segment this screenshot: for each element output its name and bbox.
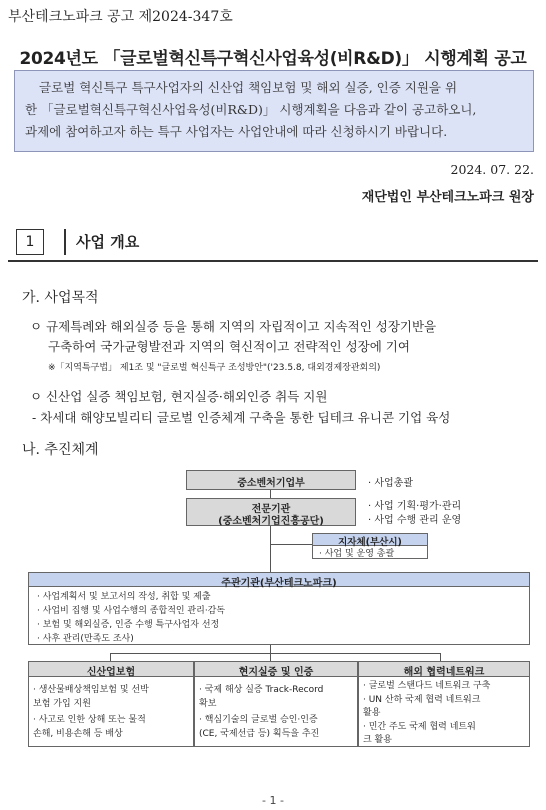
host-item-1: · 사업계획서 및 보고서의 작성, 취합 및 제출 xyxy=(37,592,211,602)
connector-columns-bar xyxy=(110,653,440,654)
purpose-bullet-1-line-2: 구축하여 국가균형발전과 지역의 혁신적이고 전략적인 성장에 기여 xyxy=(48,339,410,354)
intro-line-1: 글로벌 혁신특구 특구사업자의 신산업 책임보험 및 해외 실증, 인증 지원을 위 xyxy=(39,80,458,95)
intro-box xyxy=(14,70,534,152)
connector-col-3 xyxy=(440,653,441,661)
agency-desc-2: · 사업 수행 관리 운영 xyxy=(368,515,462,526)
host-label: 주관기관(부산테크노파크) xyxy=(221,578,337,589)
section-divider xyxy=(8,260,538,262)
column-demonstration-line-1: · 국제 해상 실증 Track-Record xyxy=(199,685,324,695)
connector-host-columns xyxy=(270,645,271,653)
local-gov-box xyxy=(312,533,428,559)
ministry-box xyxy=(186,470,356,490)
column-insurance-line-3: · 사고로 인한 상해 또는 물적 xyxy=(33,715,146,725)
agency-label-1: 전문기관 xyxy=(251,504,291,515)
column-insurance-line-1: · 생산물배상책임보험 및 선박 xyxy=(33,685,149,695)
column-insurance-line-2: 보험 가입 지원 xyxy=(33,699,91,709)
announcement-number: 부산테크노파크 공고 제2024-347호 xyxy=(8,9,233,25)
document-title: 2024년도 「글로벌혁신특구혁신사업육성(비R&D)」 시행계획 공고 xyxy=(19,49,527,69)
column-demonstration-line-4: (CE, 국제선급 등) 획득을 추진 xyxy=(199,729,320,739)
purpose-bullet-2: ㅇ 신산업 실증 책임보험, 현지실증·해외인증 취득 지원 xyxy=(30,389,328,404)
column-network-line-2: · UN 산하 국제 협력 네트워크 xyxy=(363,695,481,705)
signer: 재단법인 부산테크노파크 원장 xyxy=(361,190,534,205)
column-demonstration xyxy=(194,661,358,747)
column-demonstration-title: 현지실증 및 인증 xyxy=(238,667,314,678)
host-item-3: · 보험 및 해외실증, 인증 수행 특구사업자 선정 xyxy=(37,620,220,630)
connector-ministry-agency xyxy=(270,490,271,498)
connector-col-1 xyxy=(110,653,111,661)
host-item-4: · 사후 관리(만족도 조사) xyxy=(37,634,134,644)
announcement-date: 2024. 07. 22. xyxy=(450,162,534,177)
purpose-heading: 가. 사업목적 xyxy=(22,290,99,306)
section-number: 1 xyxy=(16,229,44,255)
column-insurance xyxy=(28,661,194,747)
ministry-label: 중소벤처기업부 xyxy=(237,478,305,489)
column-insurance-line-4: 손해, 비용손해 등 배상 xyxy=(33,729,123,739)
local-gov-desc: · 사업 및 운영 총괄 xyxy=(319,549,395,559)
agency-label-2: (중소벤처기업진흥공단) xyxy=(218,516,324,527)
host-item-2: · 사업비 집행 및 사업수행의 종합적인 관리·감독 xyxy=(37,606,226,616)
purpose-note: ※「지역특구법」 제1조 및 "글로벌 혁신특구 조성방안"('23.5.8, 대외경제장관회의) xyxy=(48,363,381,373)
connector-agency-host xyxy=(270,526,271,572)
host-box xyxy=(28,572,530,645)
column-demonstration-line-3: · 핵심기술의 글로벌 승인·인증 xyxy=(199,715,318,725)
column-demonstration-line-2: 확보 xyxy=(199,699,217,709)
connector-col-2 xyxy=(270,653,271,661)
intro-line-3: 과제에 참여하고자 하는 특구 사업자는 사업안내에 따라 신청하시기 바랍니다. xyxy=(25,124,448,139)
purpose-bullet-1-line-1: ㅇ 규제특례와 해외실증 등을 통해 지역의 자립적이고 지속적인 성장기반을 xyxy=(30,319,437,334)
agency-desc-1: · 사업 기획·평가·관리 xyxy=(368,501,462,512)
agency-box xyxy=(186,498,356,526)
column-network-line-5: 크 활용 xyxy=(363,735,392,745)
column-network xyxy=(358,661,530,747)
purpose-dash-item: - 차세대 해양모빌리티 글로벌 인증체계 구축을 통한 딥테크 유니콘 기업 육성 xyxy=(32,410,451,425)
column-network-line-1: · 글로벌 스탠다드 네트워크 구축 xyxy=(363,681,491,691)
intro-line-2: 한 「글로벌혁신특구혁신사업육성(비R&D)」 시행계획을 다음과 같이 공고하오니, xyxy=(25,102,477,117)
column-network-line-3: 활용 xyxy=(363,708,381,718)
ministry-desc: · 사업총괄 xyxy=(368,478,413,489)
connector-local xyxy=(270,544,312,545)
system-heading: 나. 추진체계 xyxy=(22,442,99,458)
column-network-title: 해외 협력네트워크 xyxy=(403,667,485,678)
column-insurance-title: 신산업보험 xyxy=(86,667,136,678)
page-number: - 1 - xyxy=(262,794,284,807)
section-title: 사업 개요 xyxy=(64,229,139,255)
local-gov-label: 지자체(부산시) xyxy=(338,537,402,548)
column-network-line-4: · 민간 주도 국제 협력 네트워 xyxy=(363,722,476,732)
